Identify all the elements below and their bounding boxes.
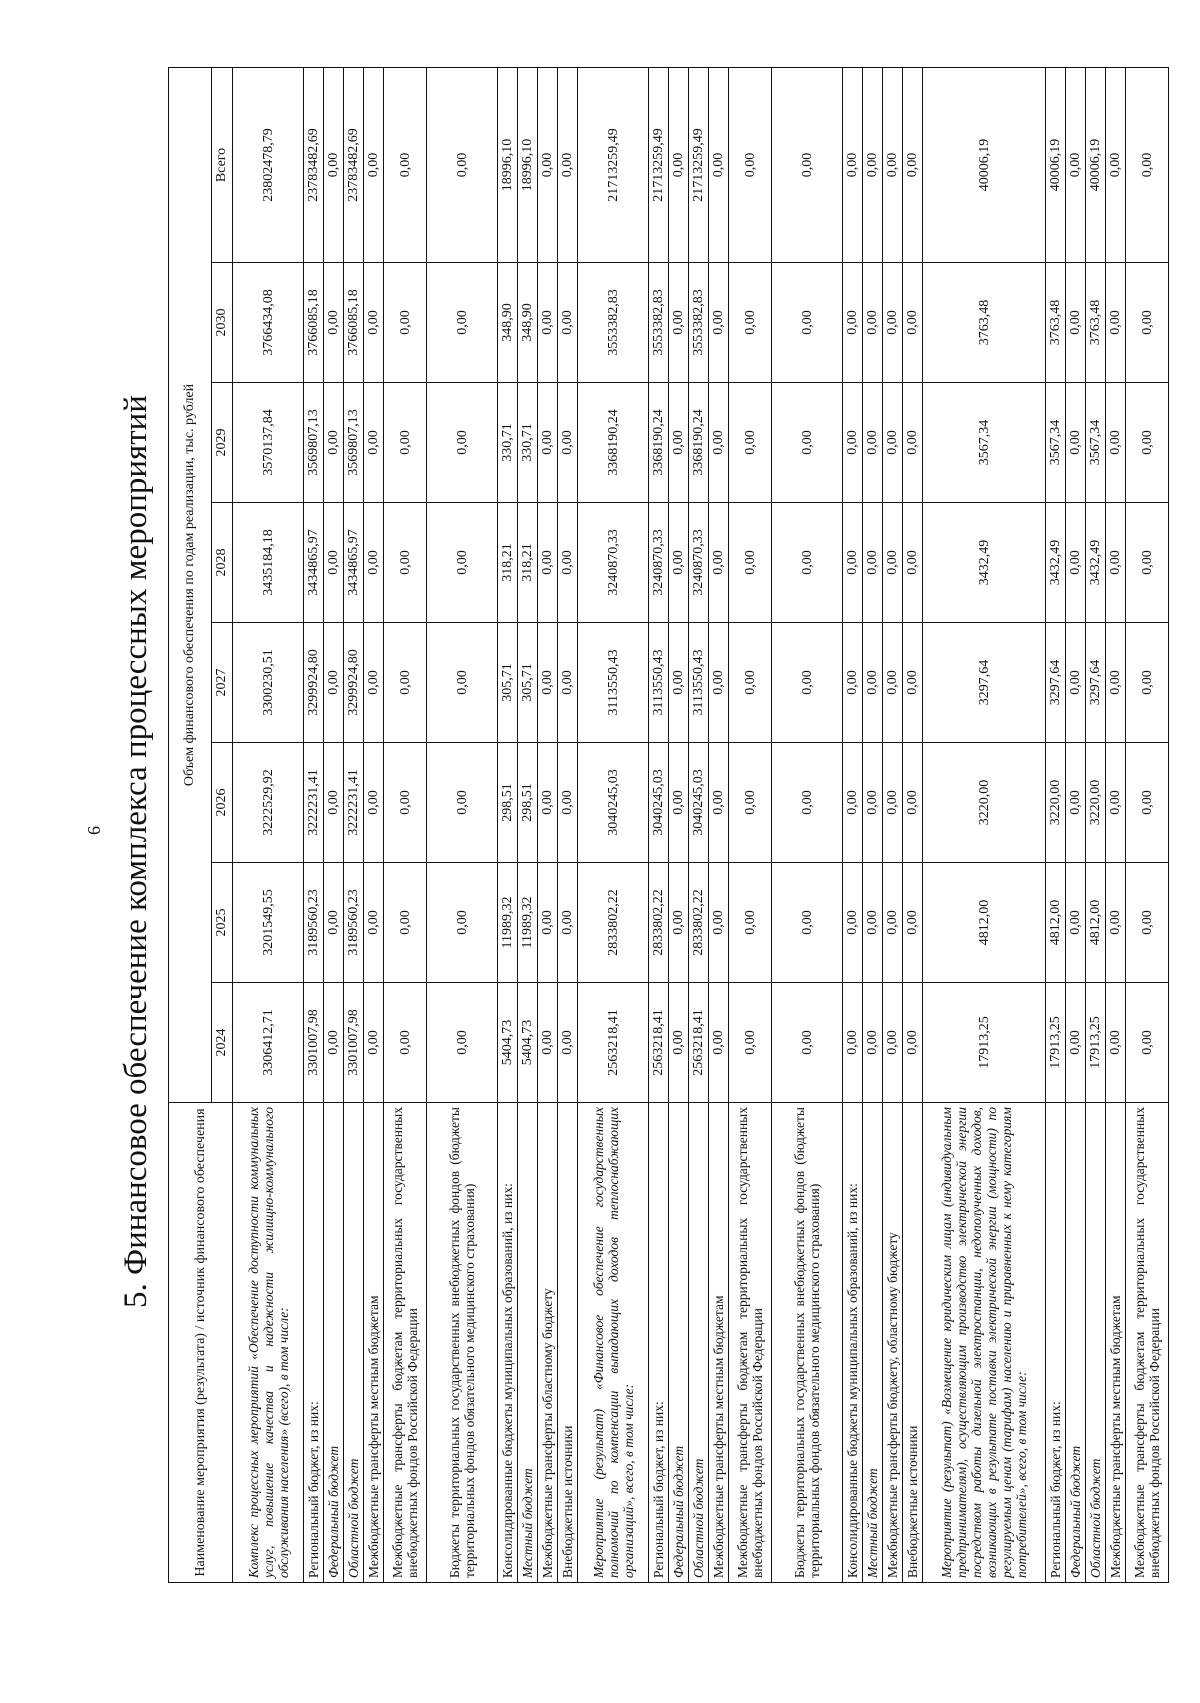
row-label: Мероприятие (результат) «Финансовое обеспечение государственных полномочий по компенсации выпадающих доходов теплоснабжающих организаций», всего, в том числе: (578, 1103, 649, 1583)
value-cell: 3113550,43 (649, 623, 669, 743)
value-cell: 0,00 (863, 863, 883, 983)
table-row (772, 67, 843, 1582)
value-cell: 2563218,41 (649, 983, 669, 1103)
year-header: 2026 (212, 743, 233, 863)
value-cell: 318,21 (498, 503, 518, 623)
value-cell: 0,00 (1126, 623, 1169, 743)
value-cell: 0,00 (324, 383, 344, 503)
value-cell: 298,51 (518, 743, 538, 863)
value-cell: 0,00 (729, 67, 772, 262)
table-row (863, 67, 883, 1582)
value-cell: 0,00 (1126, 743, 1169, 863)
value-cell: 3297,64 (1086, 623, 1106, 743)
value-cell: 0,00 (384, 383, 427, 503)
value-cell: 0,00 (1066, 623, 1086, 743)
value-cell: 0,00 (772, 383, 843, 503)
table-row (364, 67, 384, 1582)
value-cell: 0,00 (729, 623, 772, 743)
value-cell: 0,00 (669, 983, 689, 1103)
value-cell: 318,21 (518, 503, 538, 623)
value-cell: 0,00 (863, 623, 883, 743)
value-cell: 0,00 (558, 503, 578, 623)
value-cell: 3567,34 (923, 383, 1046, 503)
value-cell: 0,00 (427, 67, 498, 262)
value-cell: 21713259,49 (578, 67, 649, 262)
value-cell: 0,00 (538, 383, 558, 503)
value-cell: 0,00 (558, 383, 578, 503)
value-cell: 0,00 (1106, 503, 1126, 623)
value-cell: 18996,10 (518, 67, 538, 262)
value-cell: 3553382,83 (649, 263, 669, 383)
value-cell: 2833802,22 (689, 863, 709, 983)
value-cell: 305,71 (498, 623, 518, 743)
value-cell: 0,00 (1066, 383, 1086, 503)
value-cell: 0,00 (669, 623, 689, 743)
row-label: Федеральный бюджет (1066, 1103, 1086, 1583)
value-cell: 0,00 (1126, 67, 1169, 262)
row-label: Федеральный бюджет (669, 1103, 689, 1583)
value-cell: 0,00 (1066, 743, 1086, 863)
value-cell: 0,00 (1126, 383, 1169, 503)
value-cell: 0,00 (558, 983, 578, 1103)
year-header: 2025 (212, 863, 233, 983)
value-cell: 0,00 (709, 863, 729, 983)
row-label: Региональный бюджет, из них: (304, 1103, 324, 1583)
table-row (923, 67, 1046, 1582)
value-cell: 0,00 (364, 67, 384, 262)
value-cell: 305,71 (518, 623, 538, 743)
value-cell: 0,00 (1066, 983, 1086, 1103)
value-cell: 3567,34 (1086, 383, 1106, 503)
value-cell: 0,00 (364, 863, 384, 983)
value-cell: 40006,19 (1086, 67, 1106, 262)
value-cell: 0,00 (1126, 263, 1169, 383)
value-cell: 3763,48 (1086, 263, 1106, 383)
value-cell: 0,00 (1106, 67, 1126, 262)
value-cell: 0,00 (883, 263, 903, 383)
value-cell: 0,00 (709, 503, 729, 623)
value-cell: 3432,49 (1086, 503, 1106, 623)
year-header: 2027 (212, 623, 233, 743)
value-cell: 0,00 (883, 743, 903, 863)
value-cell: 0,00 (1066, 67, 1086, 262)
value-cell: 0,00 (843, 983, 863, 1103)
value-cell: 0,00 (843, 623, 863, 743)
value-cell: 0,00 (538, 263, 558, 383)
value-cell: 3368190,24 (649, 383, 669, 503)
value-cell: 0,00 (863, 743, 883, 863)
value-cell: 3553382,83 (578, 263, 649, 383)
row-label: Межбюджетные трансферты бюджетам территориальных государственных внебюджетных фондов Российской Федерации (384, 1103, 427, 1583)
value-cell: 18996,10 (498, 67, 518, 262)
value-cell: 0,00 (903, 983, 923, 1103)
value-cell: 0,00 (384, 67, 427, 262)
value-cell: 0,00 (883, 623, 903, 743)
value-cell: 348,90 (518, 263, 538, 383)
value-cell: 0,00 (843, 743, 863, 863)
value-cell: 3434865,97 (304, 503, 324, 623)
value-cell: 0,00 (863, 983, 883, 1103)
value-cell: 0,00 (903, 863, 923, 983)
value-cell: 0,00 (883, 67, 903, 262)
value-cell: 0,00 (903, 743, 923, 863)
row-label: Областной бюджет (689, 1103, 709, 1583)
value-cell: 2833802,22 (649, 863, 669, 983)
value-cell: 0,00 (669, 863, 689, 983)
value-cell: 3301007,98 (344, 983, 364, 1103)
value-cell: 4812,00 (1086, 863, 1106, 983)
value-cell: 0,00 (558, 863, 578, 983)
row-label: Межбюджетные трансферты бюджетам территориальных государственных внебюджетных фондов Российской Федерации (1126, 1103, 1169, 1583)
value-cell: 0,00 (729, 863, 772, 983)
value-cell: 3220,00 (1086, 743, 1106, 863)
value-cell: 0,00 (863, 67, 883, 262)
value-cell: 0,00 (729, 983, 772, 1103)
row-label: Внебюджетные источники (558, 1103, 578, 1583)
value-cell: 0,00 (729, 263, 772, 383)
value-cell: 0,00 (903, 263, 923, 383)
value-cell: 0,00 (324, 503, 344, 623)
value-cell: 0,00 (843, 263, 863, 383)
value-cell: 0,00 (538, 503, 558, 623)
row-label: Консолидированные бюджеты муниципальных образований, из них: (498, 1103, 518, 1583)
value-cell: 3569807,13 (344, 383, 364, 503)
value-cell: 3766085,18 (304, 263, 324, 383)
value-cell: 0,00 (729, 383, 772, 503)
value-cell: 0,00 (364, 743, 384, 863)
value-cell: 0,00 (427, 623, 498, 743)
value-cell: 298,51 (498, 743, 518, 863)
value-cell: 0,00 (538, 623, 558, 743)
value-cell: 0,00 (669, 503, 689, 623)
value-cell: 3297,64 (923, 623, 1046, 743)
value-cell: 0,00 (558, 67, 578, 262)
value-cell: 0,00 (1066, 503, 1086, 623)
value-cell: 0,00 (729, 743, 772, 863)
value-cell: 0,00 (364, 383, 384, 503)
value-cell: 0,00 (883, 503, 903, 623)
row-label: Межбюджетные трансферты местным бюджетам (364, 1103, 384, 1583)
value-cell: 0,00 (772, 863, 843, 983)
value-cell: 2833802,22 (578, 863, 649, 983)
value-cell: 3240870,33 (649, 503, 669, 623)
value-cell: 0,00 (669, 67, 689, 262)
value-cell: 0,00 (669, 743, 689, 863)
value-cell: 3301007,98 (304, 983, 324, 1103)
value-cell: 0,00 (324, 863, 344, 983)
row-label: Межбюджетные трансферты бюджету, областному бюджету (883, 1103, 903, 1583)
value-cell: 3570137,84 (233, 383, 304, 503)
value-cell: 21713259,49 (689, 67, 709, 262)
value-cell: 0,00 (843, 67, 863, 262)
value-cell: 3240870,33 (689, 503, 709, 623)
value-cell: 0,00 (843, 503, 863, 623)
value-cell: 3222529,92 (233, 743, 304, 863)
value-cell: 3040245,03 (689, 743, 709, 863)
row-label: Федеральный бюджет (324, 1103, 344, 1583)
row-label: Консолидированные бюджеты муниципальных образований, из них: (843, 1103, 863, 1583)
value-cell: 3240870,33 (578, 503, 649, 623)
value-cell: 0,00 (324, 623, 344, 743)
value-cell: 0,00 (1106, 863, 1126, 983)
value-cell: 0,00 (538, 863, 558, 983)
row-label: Бюджеты территориальных государственных внебюджетных фондов (бюджеты территориальных фондов обязательного медицинского страхования) (772, 1103, 843, 1583)
table-row (498, 67, 518, 1582)
table-row (843, 67, 863, 1582)
value-cell: 0,00 (903, 503, 923, 623)
value-cell: 0,00 (883, 983, 903, 1103)
value-cell: 0,00 (709, 623, 729, 743)
value-cell: 0,00 (669, 263, 689, 383)
year-header: 2028 (212, 503, 233, 623)
value-cell: 0,00 (538, 983, 558, 1103)
table-row (729, 67, 772, 1582)
value-cell: 0,00 (772, 67, 843, 262)
value-cell: 0,00 (1126, 863, 1169, 983)
value-cell: 0,00 (384, 863, 427, 983)
value-cell: 0,00 (364, 263, 384, 383)
volume-header: Объем финансового обеспечения по годам реализации, тыс. рублей (169, 67, 212, 1102)
value-cell: 0,00 (863, 383, 883, 503)
value-cell: 0,00 (427, 263, 498, 383)
value-cell: 3368190,24 (689, 383, 709, 503)
row-label: Межбюджетные трансферты областному бюджету (538, 1103, 558, 1583)
row-label: Мероприятие (результат) «Возмещение юридическим лицам (индивидуальным предпринимателям), осуществляющим производство электрической энергии посредством работы дизельной электростанции, недополученных доходов, возникающих в результате поставки электрической энергии (мощности) по регулируемым ценам (тарифам) населению и приравненных к нему категориям потребителей», всего, в том числе: (923, 1103, 1046, 1583)
value-cell: 17913,25 (1086, 983, 1106, 1103)
table-row (1086, 67, 1106, 1582)
value-cell: 17913,25 (1046, 983, 1066, 1103)
value-cell: 0,00 (772, 503, 843, 623)
table-row (1046, 67, 1066, 1582)
name-column-header: Наименование мероприятия (результата) / источник финансового обеспечения (169, 1103, 233, 1583)
value-cell: 0,00 (324, 743, 344, 863)
value-cell: 3766085,18 (344, 263, 364, 383)
value-cell: 0,00 (903, 623, 923, 743)
value-cell: 2563218,41 (578, 983, 649, 1103)
value-cell: 0,00 (324, 263, 344, 383)
value-cell: 0,00 (558, 263, 578, 383)
value-cell: 0,00 (427, 983, 498, 1103)
table-row (669, 67, 689, 1582)
value-cell: 3567,34 (1046, 383, 1066, 503)
value-cell: 0,00 (558, 623, 578, 743)
value-cell: 4812,00 (923, 863, 1046, 983)
value-cell: 0,00 (1106, 743, 1126, 863)
value-cell: 0,00 (772, 743, 843, 863)
value-cell: 0,00 (772, 263, 843, 383)
value-cell: 0,00 (364, 983, 384, 1103)
financing-table (168, 67, 1169, 1583)
table-row (344, 67, 364, 1582)
table-row (233, 67, 304, 1582)
value-cell: 0,00 (427, 743, 498, 863)
value-cell: 0,00 (364, 623, 384, 743)
value-cell: 3222231,41 (344, 743, 364, 863)
table-row (558, 67, 578, 1582)
table-body (233, 67, 1169, 1582)
value-cell: 0,00 (384, 623, 427, 743)
table-row (689, 67, 709, 1582)
value-cell: 0,00 (384, 503, 427, 623)
value-cell: 17913,25 (923, 983, 1046, 1103)
value-cell: 3040245,03 (649, 743, 669, 863)
table-row (304, 67, 324, 1582)
table-row (518, 67, 538, 1582)
value-cell: 3113550,43 (689, 623, 709, 743)
value-cell: 0,00 (427, 503, 498, 623)
value-cell: 0,00 (772, 983, 843, 1103)
value-cell: 0,00 (558, 743, 578, 863)
value-cell: 0,00 (843, 383, 863, 503)
value-cell: 3763,48 (1046, 263, 1066, 383)
table-row (427, 67, 498, 1582)
value-cell: 3040245,03 (578, 743, 649, 863)
value-cell: 3189560,23 (304, 863, 324, 983)
row-label: Межбюджетные трансферты местным бюджетам (709, 1103, 729, 1583)
page-title: 5. Финансовое обеспечение комплекса процессных мероприятий (118, 395, 154, 1308)
value-cell: 3553382,83 (689, 263, 709, 383)
value-cell: 0,00 (364, 503, 384, 623)
value-cell: 0,00 (1106, 383, 1126, 503)
value-cell: 0,00 (729, 503, 772, 623)
table-row (709, 67, 729, 1582)
row-label: Местный бюджет (518, 1103, 538, 1583)
row-label: Региональный бюджет, из них: (649, 1103, 669, 1583)
year-header: 2024 (212, 983, 233, 1103)
value-cell: 3299924,80 (304, 623, 324, 743)
table-row (649, 67, 669, 1582)
value-cell: 3569807,13 (304, 383, 324, 503)
value-cell: 3434865,97 (344, 503, 364, 623)
row-label: Областной бюджет (1086, 1103, 1106, 1583)
value-cell: 23783482,69 (304, 67, 324, 262)
value-cell: 0,00 (1106, 623, 1126, 743)
value-cell: 0,00 (903, 383, 923, 503)
year-header: Всего (212, 67, 233, 262)
value-cell: 0,00 (427, 863, 498, 983)
value-cell: 40006,19 (1046, 67, 1066, 262)
value-cell: 0,00 (1106, 263, 1126, 383)
value-cell: 0,00 (669, 383, 689, 503)
value-cell: 0,00 (863, 503, 883, 623)
value-cell: 4812,00 (1046, 863, 1066, 983)
value-cell: 3220,00 (1046, 743, 1066, 863)
value-cell: 0,00 (324, 67, 344, 262)
value-cell: 0,00 (538, 67, 558, 262)
value-cell: 0,00 (1126, 503, 1169, 623)
row-label: Местный бюджет (863, 1103, 883, 1583)
value-cell: 3368190,24 (578, 383, 649, 503)
value-cell: 0,00 (324, 983, 344, 1103)
value-cell: 0,00 (709, 67, 729, 262)
value-cell: 0,00 (1066, 863, 1086, 983)
value-cell: 3435184,18 (233, 503, 304, 623)
value-cell: 3113550,43 (578, 623, 649, 743)
table-row (903, 67, 923, 1582)
value-cell: 330,71 (498, 383, 518, 503)
value-cell: 3297,64 (1046, 623, 1066, 743)
value-cell: 0,00 (1126, 983, 1169, 1103)
table-row (1066, 67, 1086, 1582)
row-label: Областной бюджет (344, 1103, 364, 1583)
value-cell: 0,00 (709, 263, 729, 383)
row-label: Внебюджетные источники (903, 1103, 923, 1583)
value-cell: 0,00 (384, 983, 427, 1103)
value-cell: 3432,49 (1046, 503, 1066, 623)
value-cell: 3222231,41 (304, 743, 324, 863)
value-cell: 3220,00 (923, 743, 1046, 863)
value-cell: 3766434,08 (233, 263, 304, 383)
value-cell: 0,00 (883, 863, 903, 983)
row-label: Межбюджетные трансферты местным бюджетам (1106, 1103, 1126, 1583)
value-cell: 3189560,23 (344, 863, 364, 983)
year-header: 2029 (212, 383, 233, 503)
value-cell: 348,90 (498, 263, 518, 383)
value-cell: 0,00 (384, 263, 427, 383)
value-cell: 5404,73 (498, 983, 518, 1103)
value-cell: 21713259,49 (649, 67, 669, 262)
value-cell: 3306412,71 (233, 983, 304, 1103)
value-cell: 2563218,41 (689, 983, 709, 1103)
table-row (883, 67, 903, 1582)
value-cell: 3299924,80 (344, 623, 364, 743)
table-row (384, 67, 427, 1582)
row-label: Комплекс процессных мероприятий «Обеспечение доступности коммунальных услуг, повышение качества и надежности жилищно-коммунального обслуживания населения» (всего), в том числе: (233, 1103, 304, 1583)
table-row (578, 67, 649, 1582)
value-cell: 40006,19 (923, 67, 1046, 262)
table-row (324, 67, 344, 1582)
value-cell: 0,00 (709, 743, 729, 863)
value-cell: 3300230,51 (233, 623, 304, 743)
value-cell: 3763,48 (923, 263, 1046, 383)
value-cell: 0,00 (709, 983, 729, 1103)
value-cell: 5404,73 (518, 983, 538, 1103)
row-label: Региональный бюджет, из них: (1046, 1103, 1066, 1583)
value-cell: 3201549,55 (233, 863, 304, 983)
value-cell: 0,00 (1106, 983, 1126, 1103)
value-cell: 0,00 (538, 743, 558, 863)
table-row (1126, 67, 1169, 1582)
value-cell: 0,00 (843, 863, 863, 983)
row-label: Бюджеты территориальных государственных внебюджетных фондов (бюджеты территориальных фондов обязательного медицинского страхования) (427, 1103, 498, 1583)
value-cell: 0,00 (427, 383, 498, 503)
page-number: 6 (84, 826, 104, 835)
table-row (1106, 67, 1126, 1582)
value-cell: 0,00 (863, 263, 883, 383)
value-cell: 3432,49 (923, 503, 1046, 623)
value-cell: 23802478,79 (233, 67, 304, 262)
value-cell: 0,00 (883, 383, 903, 503)
value-cell: 11989,32 (498, 863, 518, 983)
value-cell: 330,71 (518, 383, 538, 503)
year-header: 2030 (212, 263, 233, 383)
value-cell: 0,00 (1066, 263, 1086, 383)
value-cell: 0,00 (709, 383, 729, 503)
table-row (538, 67, 558, 1582)
value-cell: 11989,32 (518, 863, 538, 983)
value-cell: 0,00 (772, 623, 843, 743)
value-cell: 0,00 (384, 743, 427, 863)
row-label: Межбюджетные трансферты бюджетам территориальных государственных внебюджетных фондов Российской Федерации (729, 1103, 772, 1583)
value-cell: 0,00 (903, 67, 923, 262)
value-cell: 23783482,69 (344, 67, 364, 262)
